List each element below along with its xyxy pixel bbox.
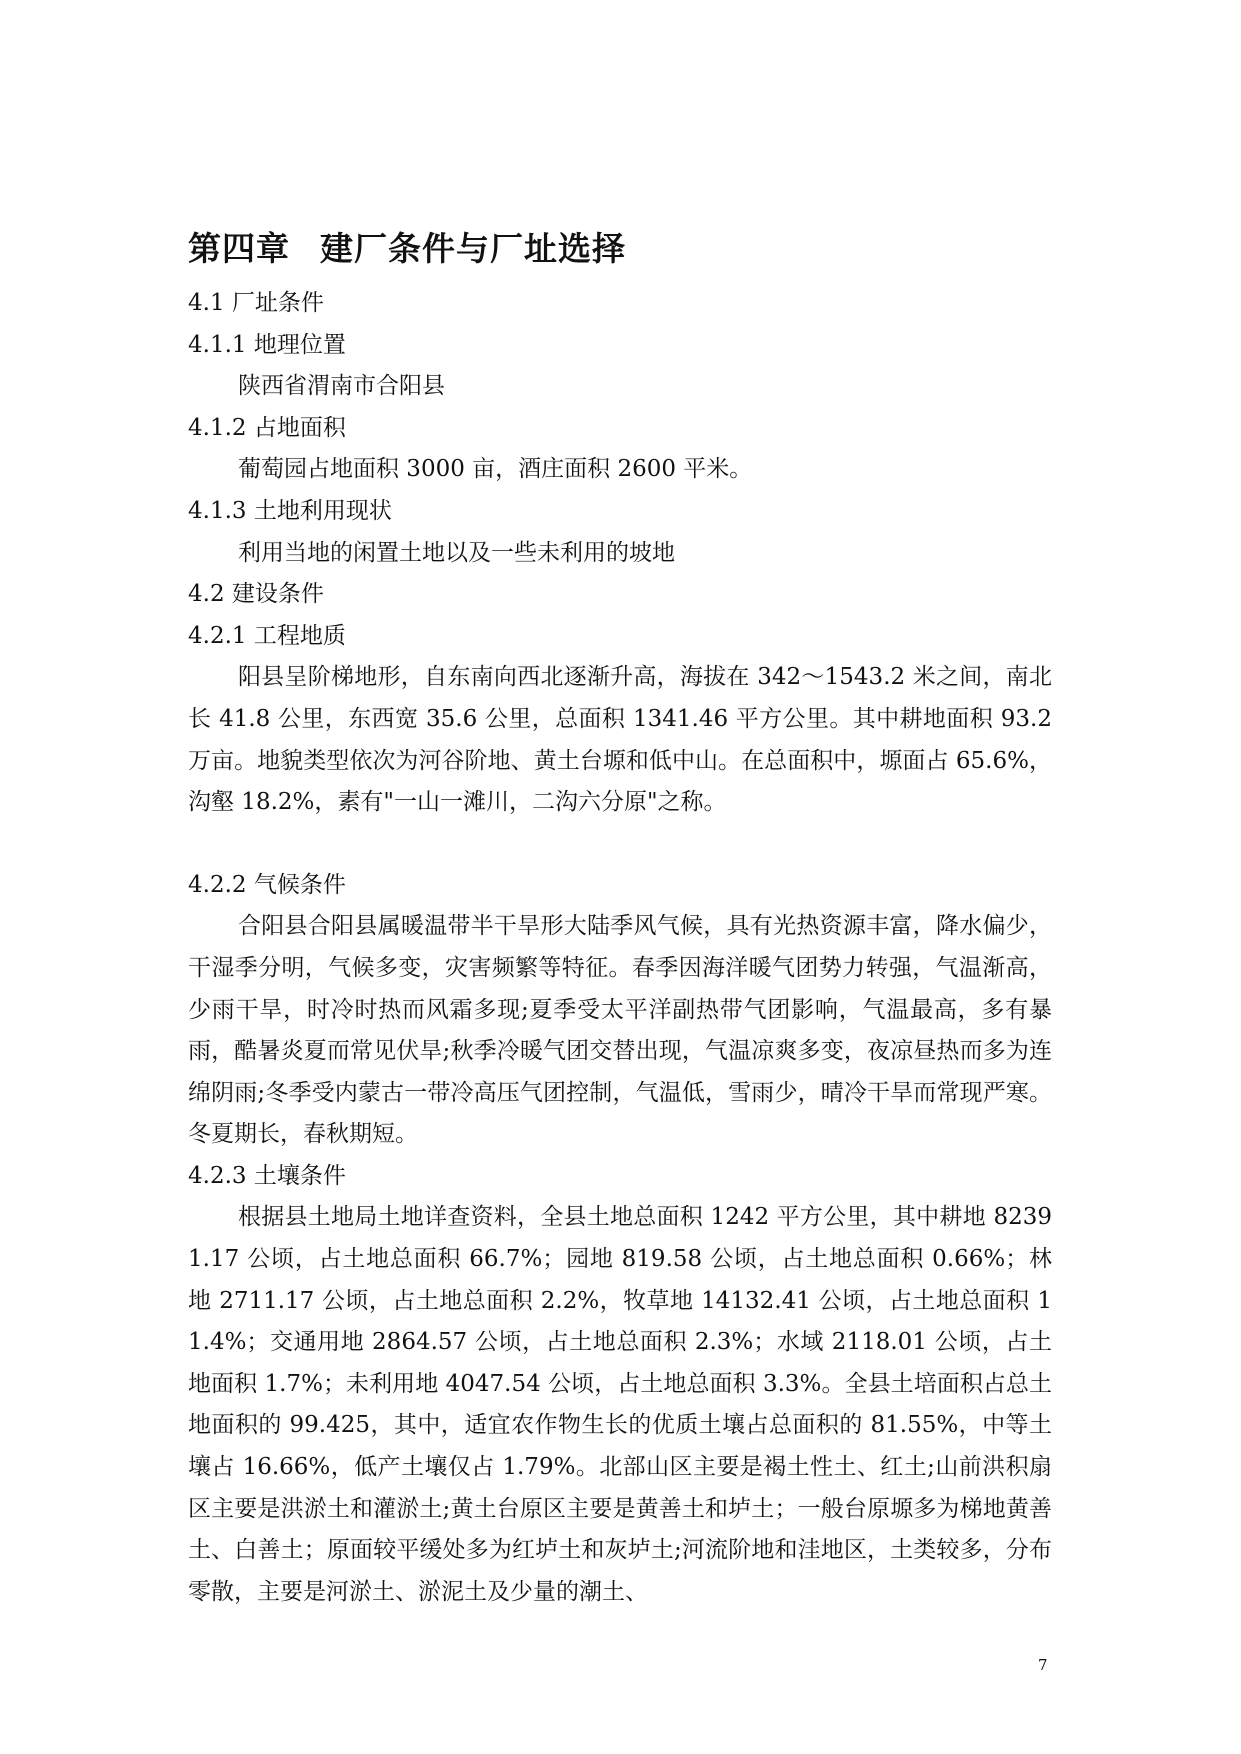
soil-paragraph: 根据县土地局土地详查资料，全县土地总面积 1242 平方公里，其中耕地 82391.17 公顷，占土地总面积 66.7%；园地 819.58 公顷，占土地总面积 0.66%；林地 2711.17 公顷，占土地总面积 2.2%，牧草地 14132.41 公顷，占土地总面积 11.4%；交通用地 2864.57 公顷，占土地总面积 2.3%；水域 2118.01 公顷，占土地面积 1.7%；未利用地 4047.54 公顷，占土地总面积 3.3%。全县土培面积占总土地面积的 99.425，其中，适宜农作物生长的优质土壤占总面积的 81.55%，中等土壤占 16.66%，低产土壤仅占 1.79%。北部山区主要是褐土性土、红土;山前洪积扇区主要是洪淤土和灌淤土;黄土台原区主要是黄善土和垆土；一般台原塬多为梯地黄善土、白善土；原面较平缓处多为红垆土和灰垆土;河流阶地和洼地区，土类较多，分布零散，主要是河淤土、淤泥土及少量的潮土、 — [188, 1204, 1052, 1605]
chapter-title — [188, 223, 626, 270]
section-heading-4-2-1: 4.2.1 工程地质 — [188, 622, 346, 649]
section-heading-4-1-3: 4.1.3 土地利用现状 — [188, 497, 392, 524]
chapter-title-text: 建厂条件与厂址选择 — [320, 229, 626, 268]
geology-paragraph: 阳县呈阶梯地形，自东南向西北逐渐升高，海拔在 342～1543.2 米之间，南北长 41.8 公里，东西宽 35.6 公里，总面积 1341.46 平方公里。其中耕地面积 93.2 万亩。地貌类型依次为河谷阶地、黄土台塬和低中山。在总面积中，塬面占 65.6%，沟壑 18.2%，素有"一山一滩川，二沟六分原"之称。 — [188, 664, 1052, 816]
chapter-content — [188, 283, 1052, 1613]
section-heading-4-2: 4.2 建设条件 — [188, 581, 324, 608]
location-text: 陕西省渭南市合阳县 — [238, 373, 445, 400]
section-heading-4-1-2: 4.1.2 占地面积 — [188, 414, 346, 441]
section-heading-4-2-2: 4.2.2 气候条件 — [188, 871, 346, 898]
section-heading-4-1-1: 4.1.1 地理位置 — [188, 331, 346, 358]
section-heading-4-1: 4.1 厂址条件 — [188, 290, 324, 316]
section-heading-4-2-3: 4.2.3 土壤条件 — [188, 1162, 346, 1189]
chapter-label: 第四章 — [188, 229, 290, 268]
page-number: 7 — [1038, 1656, 1048, 1674]
area-text: 葡萄园占地面积 3000 亩，酒庄面积 2600 平米。 — [238, 456, 753, 483]
land-use-text: 利用当地的闲置土地以及一些未利用的坡地 — [238, 539, 675, 566]
climate-paragraph: 合阳县合阳县属暖温带半干旱形大陆季风气候，具有光热资源丰富，降水偏少，干湿季分明，气候多变，灾害频繁等特征。春季因海洋暖气团势力转强，气温渐高，少雨干旱，时冷时热而风霜多现;夏季受太平洋副热带气团影响，气温最高，多有暴雨，酷暑炎夏而常见伏旱;秋季冷暖气团交替出现，气温凉爽多变，夜凉昼热而多为连绵阴雨;冬季受内蒙古一带冷高压气团控制，气温低，雪雨少，晴冷干旱而常现严寒。冬夏期长，春秋期短。 — [188, 913, 1052, 1148]
